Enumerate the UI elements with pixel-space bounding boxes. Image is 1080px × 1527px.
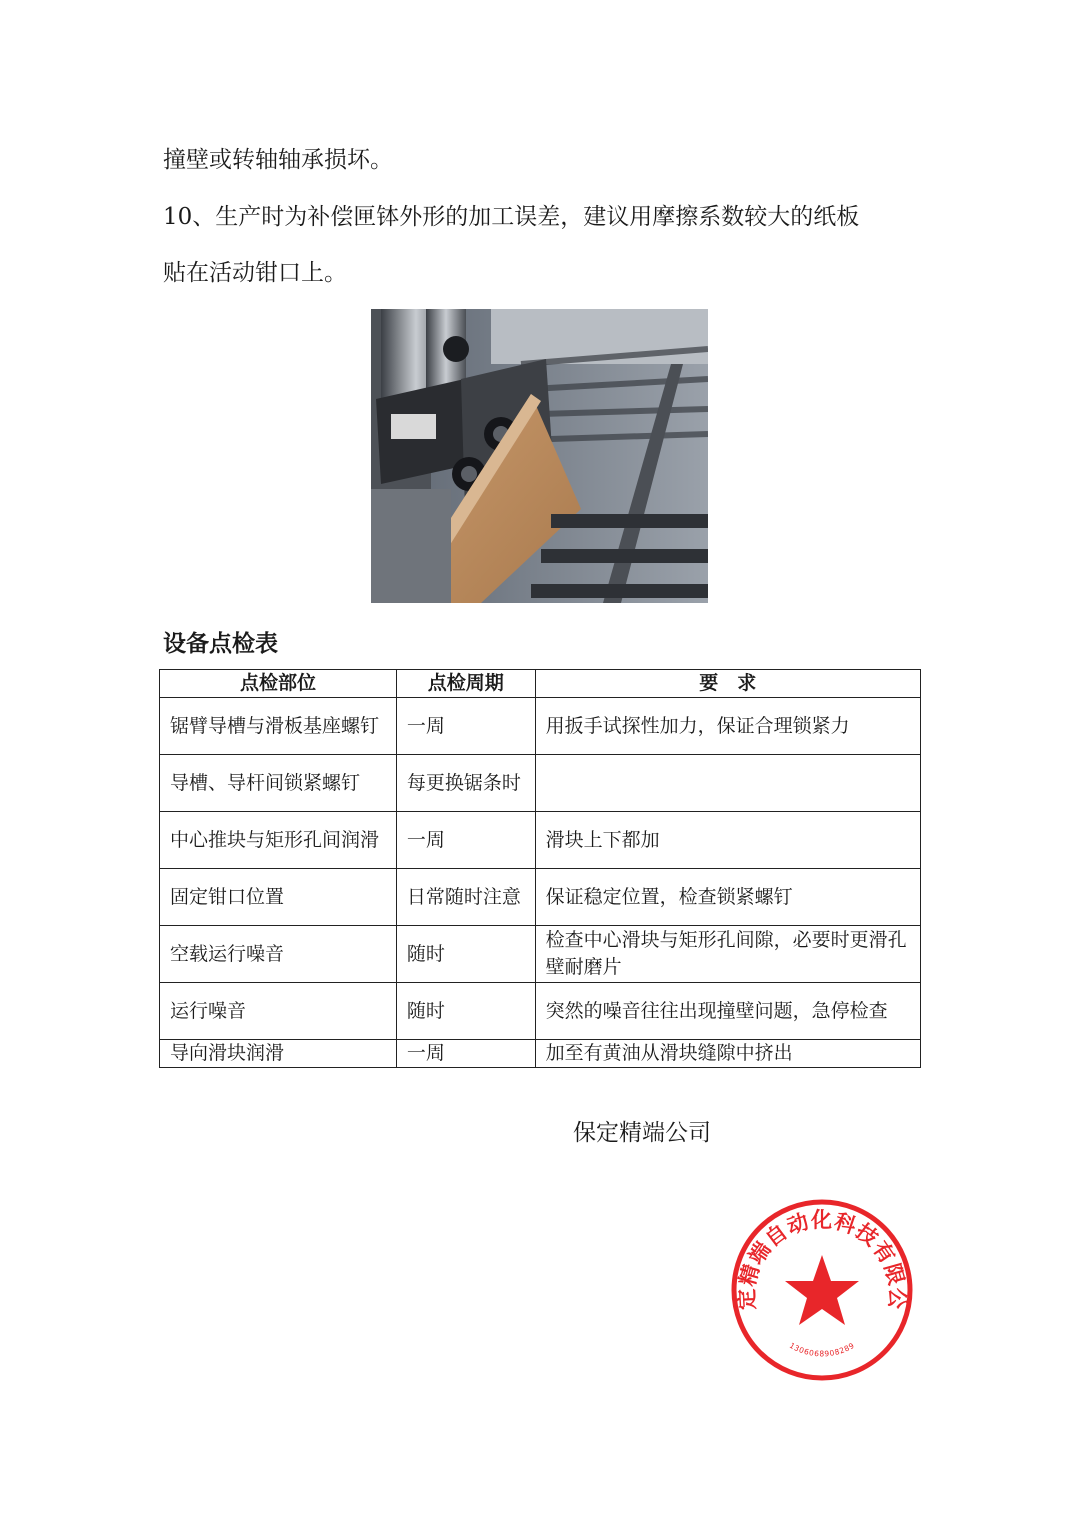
company-seal: [727, 1195, 917, 1385]
table-row: [160, 698, 921, 755]
cell-part: 运行噪音: [160, 983, 397, 1040]
cell-cycle: 一周: [396, 1040, 535, 1068]
paragraph-line-2: 10、生产时为补偿匣钵外形的加工误差，建议用摩擦系数较大的纸板: [163, 204, 860, 230]
cell-requirement: [535, 755, 920, 812]
cell-requirement: 检查中心滑块与矩形孔间隙，必要时更滑孔壁耐磨片: [535, 926, 920, 983]
machine-photo: [371, 309, 708, 603]
paragraph-line-3: 贴在活动钳口上。: [163, 260, 347, 286]
cell-part: 中心推块与矩形孔间润滑: [160, 812, 397, 869]
cell-part: 导向滑块润滑: [160, 1040, 397, 1068]
table-row: [160, 869, 921, 926]
header-inspection-part: 点检部位: [160, 670, 397, 698]
cell-cycle: 随时: [396, 983, 535, 1040]
machine-photo-illustration: [371, 309, 708, 603]
cell-cycle: 一周: [396, 698, 535, 755]
table-title: 设备点检表: [163, 631, 278, 657]
cell-cycle: 随时: [396, 926, 535, 983]
header-inspection-cycle: 点检周期: [396, 670, 535, 698]
cell-part: 空载运行噪音: [160, 926, 397, 983]
svg-text:1306068908289: 1306068908289: [787, 1340, 857, 1359]
cell-requirement: 保证稳定位置，检查锁紧螺钉: [535, 869, 920, 926]
table-header-row: [160, 670, 921, 698]
cell-requirement: 加至有黄油从滑块缝隙中挤出: [535, 1040, 920, 1068]
cell-part: 锯臂导槽与滑板基座螺钉: [160, 698, 397, 755]
table-row: [160, 926, 921, 983]
cell-part: 导槽、导杆间锁紧螺钉: [160, 755, 397, 812]
cell-part: 固定钳口位置: [160, 869, 397, 926]
paragraph-line-1: 撞壁或转轴轴承损坏。: [163, 147, 393, 173]
inspection-table: [159, 669, 921, 1068]
table-row: [160, 983, 921, 1040]
table-row: [160, 755, 921, 812]
seal-stamp-icon: [727, 1195, 917, 1385]
cell-requirement: 用扳手试探性加力，保证合理锁紧力: [535, 698, 920, 755]
cell-cycle: 日常随时注意: [396, 869, 535, 926]
cell-requirement: 滑块上下都加: [535, 812, 920, 869]
table-row: [160, 812, 921, 869]
cell-requirement: 突然的噪音往往出现撞壁问题，急停检查: [535, 983, 920, 1040]
table-row: [160, 1040, 921, 1068]
svg-text:保定精端自动化科技有限公司: 定精端自动化科技有限公: [734, 1208, 910, 1311]
cell-cycle: 每更换锯条时: [396, 755, 535, 812]
header-requirement: 要 求: [535, 670, 920, 698]
cell-cycle: 一周: [396, 812, 535, 869]
company-signature: 保定精端公司: [573, 1120, 711, 1146]
